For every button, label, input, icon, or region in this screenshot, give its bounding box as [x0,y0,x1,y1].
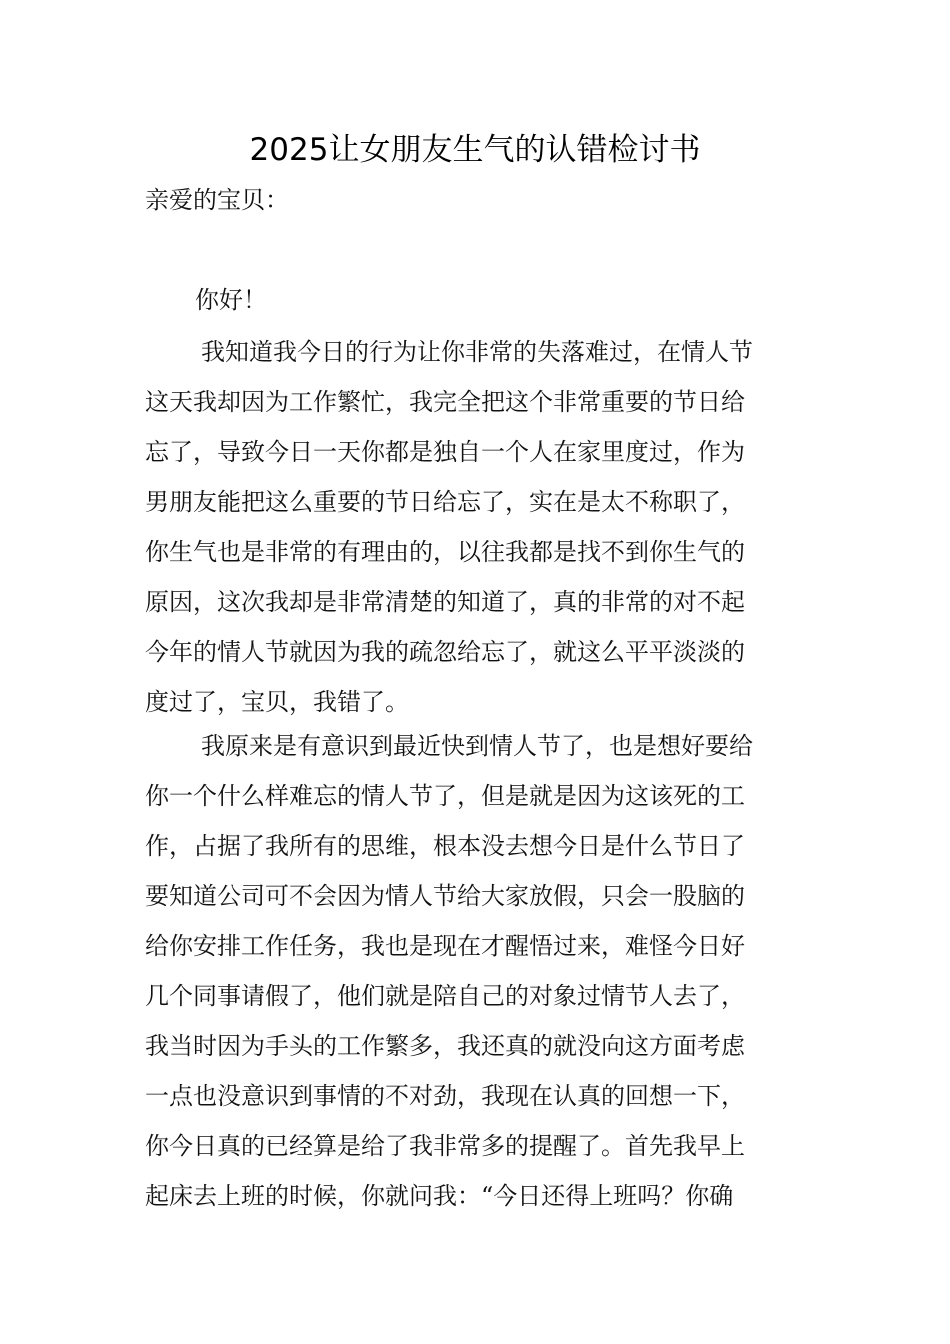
paragraph-line: 原因，这次我却是非常清楚的知道了，真的非常的对不起 [145,588,745,616]
paragraph-line: 你一个什么样难忘的情人节了，但是就是因为这该死的工 [145,782,745,810]
paragraph-line: 我当时因为手头的工作繁多，我还真的就没向这方面考虑 [145,1032,745,1060]
paragraph-line: 要知道公司可不会因为情人节给大家放假，只会一股脑的 [145,882,745,910]
paragraph-line: 我知道我今日的行为让你非常的失落难过，在情人节 [201,338,753,366]
paragraph-line: 你生气也是非常的有理由的，以往我都是找不到你生气的 [145,538,745,566]
paragraph-2 [145,721,810,1221]
paragraph-line: 度过了，宝贝，我错了。 [145,688,409,716]
document-title: 2025让女朋友生气的认错检讨书 [249,132,701,168]
paragraph-1 [145,327,810,727]
paragraph-line: 给你安排工作任务，我也是现在才醒悟过来，难怪今日好 [145,932,745,960]
paragraph-line: 我原来是有意识到最近快到情人节了，也是想好要给 [201,732,753,760]
salutation: 亲爱的宝贝： [145,186,289,214]
paragraph-line: 今年的情人节就因为我的疏忽给忘了，就这么平平淡淡的 [145,638,745,666]
paragraph-line: 起床去上班的时候，你就问我：“今日还得上班吗？你确 [145,1182,734,1210]
paragraph-line: 你今日真的已经算是给了我非常多的提醒了。首先我早上 [145,1132,745,1160]
paragraph-line: 男朋友能把这么重要的节日给忘了，实在是太不称职了， [145,488,745,516]
paragraph-line: 几个同事请假了，他们就是陪自己的对象过情节人去了， [145,982,745,1010]
paragraph-line: 这天我却因为工作繁忙，我完全把这个非常重要的节日给 [145,388,745,416]
greeting: 你好！ [195,286,267,314]
paragraph-line: 一点也没意识到事情的不对劲，我现在认真的回想一下， [145,1082,745,1110]
paragraph-line: 忘了，导致今日一天你都是独自一个人在家里度过，作为 [145,438,745,466]
paragraph-line: 作，占据了我所有的思维，根本没去想今日是什么节日了 [145,832,745,860]
